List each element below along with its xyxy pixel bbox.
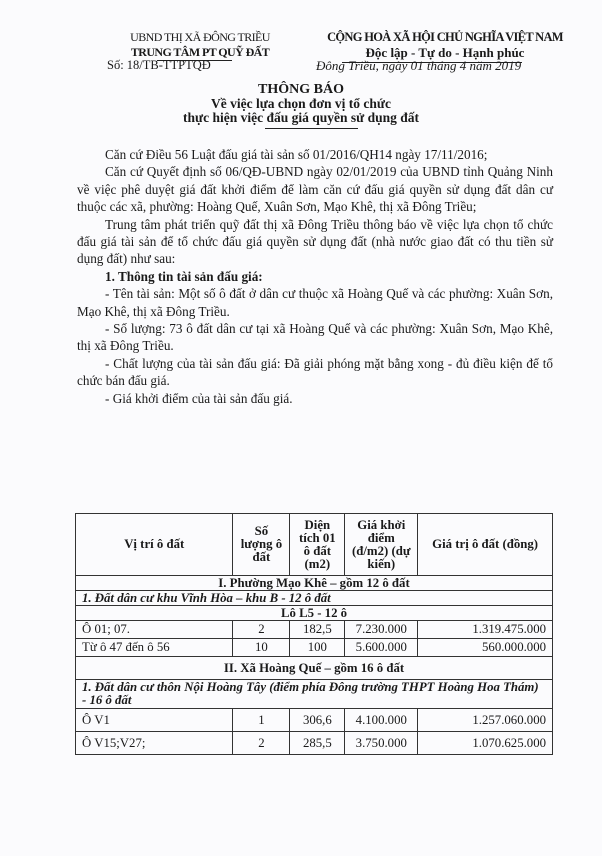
header-count: Số lượng ô đất — [233, 514, 290, 576]
parent-org: UBND THỊ XÃ ĐÔNG TRIỀU — [130, 30, 270, 44]
cell-price: 3.750.000 — [345, 732, 418, 755]
bullet-asset-name: - Tên tài sản: Một số ô đất ở dân cư thuộc xã Hoàng Quế và các phường: Xuân Sơn, Mạo Khê, thị xã Đông Triều. — [77, 286, 553, 319]
title-line-1: Về việc lựa chọn đơn vị tổ chức — [210, 96, 392, 111]
cell-count: 1 — [233, 709, 290, 732]
nation-name: CỘNG HOÀ XÃ HỘI CHỦ NGHĨA VIỆT NAM — [327, 30, 563, 44]
section-title: I. Phường Mạo Khê – gồm 12 ô đất — [76, 576, 553, 591]
table-row — [76, 709, 553, 732]
bullet-quantity: - Số lượng: 73 ô đất dân cư tại xã Hoàng Quế và các phường: Xuân Sơn, Mạo Khê, thị xã Đông Triều. — [77, 321, 553, 354]
motto: Độc lập - Tự do - Hạnh phúc — [365, 45, 525, 60]
subsection-row — [76, 680, 553, 709]
cell-count: 2 — [233, 621, 290, 639]
subsection-title: 1. Đất dân cư thôn Nội Hoàng Tây (điểm phía Đông trường THPT Hoàng Hoa Thám) - 16 ô đất — [76, 680, 553, 709]
org-name: TRUNG TÂM PT QUỸ ĐẤT — [130, 45, 270, 59]
lot-row — [76, 606, 553, 621]
cell-value: 560.000.000 — [418, 639, 553, 657]
document-title — [0, 83, 602, 125]
cell-area: 285,5 — [290, 732, 345, 755]
lot-title: Lô L5 - 12 ô — [76, 606, 553, 621]
bullet-starting-price: - Giá khởi điểm của tài sản đấu giá. — [105, 390, 293, 406]
section-title: II. Xã Hoàng Quế – gồm 16 ô đất — [76, 657, 553, 680]
cell-location: Ô V15;V27; — [76, 732, 233, 755]
header-area: Diện tích 01 ô đất (m2) — [290, 514, 345, 576]
land-price-table — [75, 513, 553, 755]
header-value: Giá trị ô đất (đồng) — [418, 514, 553, 576]
table-row — [76, 732, 553, 755]
document-body — [77, 146, 553, 407]
cell-area: 306,6 — [290, 709, 345, 732]
subsection-title: 1. Đất dân cư khu Vĩnh Hòa – khu B - 12 ô đất — [76, 591, 553, 606]
table-header-row — [76, 514, 553, 576]
title-main: THÔNG BÁO — [258, 82, 344, 97]
table-row — [76, 621, 553, 639]
issuing-agency — [95, 30, 305, 60]
cell-price: 7.230.000 — [345, 621, 418, 639]
cell-area: 100 — [290, 639, 345, 657]
cell-value: 1.257.060.000 — [418, 709, 553, 732]
document-number: Số: 18/TB-TTPTQĐ — [107, 58, 211, 72]
national-header — [300, 30, 590, 60]
cell-location: Ô 01; 07. — [76, 621, 233, 639]
cell-location: Từ ô 47 đến ô 56 — [76, 639, 233, 657]
place-date: Đông Triều, ngày 01 tháng 4 năm 2019 — [316, 58, 522, 73]
cell-location: Ô V1 — [76, 709, 233, 732]
cell-price: 4.100.000 — [345, 709, 418, 732]
table-row — [76, 639, 553, 657]
cell-value: 1.070.625.000 — [418, 732, 553, 755]
cell-price: 5.600.000 — [345, 639, 418, 657]
paragraph-announcement: Trung tâm phát triển quỹ đất thị xã Đông Triều thông báo về việc lựa chọn tổ chức đấu giá tài sản để tổ chức đấu giá quyền sử dụng đất (nhà nước giao đất có thu tiền sử dụng đất) như sau: — [77, 216, 553, 267]
paragraph-legal-basis-2: Căn cứ Quyết định số 06/QĐ-UBND ngày 02/01/2019 của UBND tỉnh Quảng Ninh về việc phê duyệt giá đất khởi điểm để làm căn cứ đấu giá quyền sử dụng đất dân cư thuộc các xã, phường: Hoàng Quế, Xuân Sơn, Mạo Khê, thị xã Đông Triều; — [77, 164, 553, 215]
title-line-2: thực hiện việc đấu giá quyền sử dụng đất — [182, 110, 419, 125]
section-row — [76, 657, 553, 680]
header-location: Vị trí ô đất — [76, 514, 233, 576]
title-underline — [265, 128, 358, 129]
cell-count: 2 — [233, 732, 290, 755]
cell-value: 1.319.475.000 — [418, 621, 553, 639]
subsection-row — [76, 591, 553, 606]
header-price: Giá khởi điểm (đ/m2) (dự kiến) — [345, 514, 418, 576]
section-heading: 1. Thông tin tài sản đấu giá: — [105, 268, 263, 284]
cell-area: 182,5 — [290, 621, 345, 639]
section-row — [76, 576, 553, 591]
bullet-quality: - Chất lượng của tài sản đấu giá: Đã giải phóng mặt bằng xong - đủ điều kiện để tổ chức bán đấu giá. — [77, 355, 553, 389]
paragraph-legal-basis-1: Căn cứ Điều 56 Luật đấu giá tài sản số 01/2016/QH14 ngày 17/11/2016; — [105, 147, 488, 162]
cell-count: 10 — [233, 639, 290, 657]
